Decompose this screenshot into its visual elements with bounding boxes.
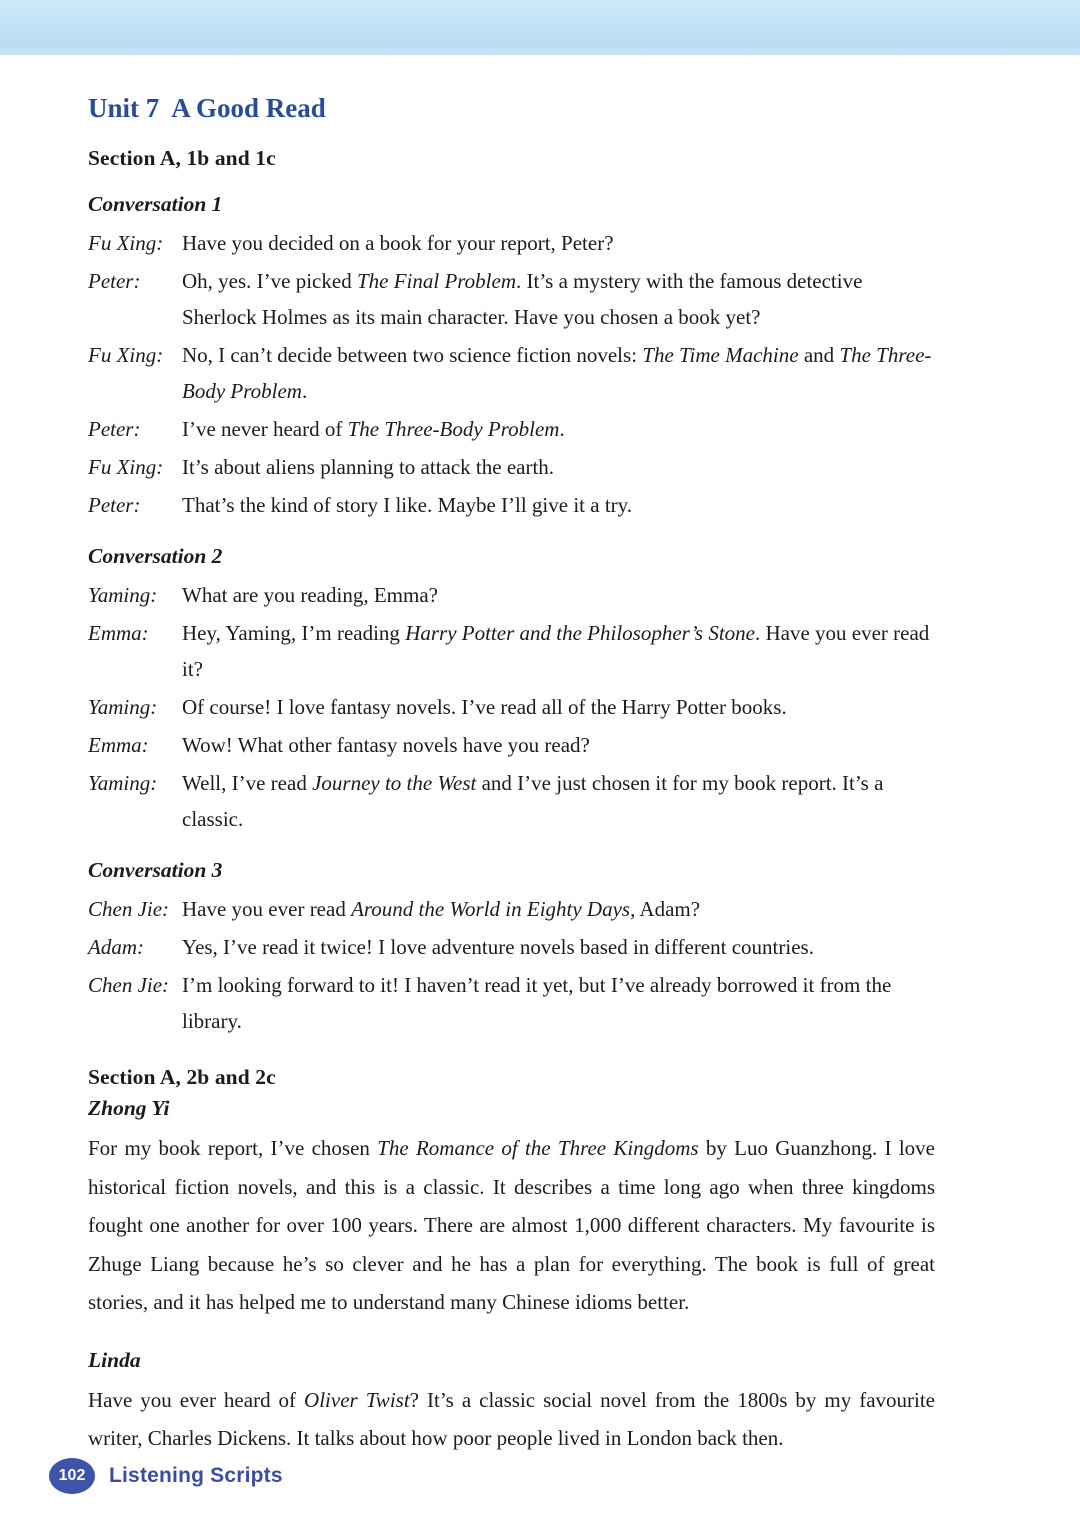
dialogue-text: Have you ever read Around the World in Eighty Days, Adam? <box>182 897 701 921</box>
dialogue-text: Hey, Yaming, I’m reading Harry Potter and the Philosopher’s Stone. Have you ever read it? <box>182 621 930 681</box>
dialogue-text: Well, I’ve read Journey to the West and I’ve just chosen it for my book report. It’s a classic. <box>182 771 884 831</box>
page-title: Unit 7 A Good Read <box>88 93 326 123</box>
page-number-badge: 102 <box>49 1458 95 1494</box>
dialogue-line <box>88 577 935 613</box>
monologue-linda <box>88 1348 935 1458</box>
speaker-label: Fu Xing: <box>88 343 164 367</box>
speaker-label: Emma: <box>88 621 149 645</box>
conversation-heading: Conversation 2 <box>88 544 223 568</box>
section-label-2: Section A, 2b and 2c <box>88 1065 276 1089</box>
header-strip <box>0 0 1080 55</box>
section-label-1: Section A, 1b and 1c <box>88 146 276 170</box>
speaker-label: Chen Jie: <box>88 897 170 921</box>
dialogue-text: Oh, yes. I’ve picked The Final Problem. It’s a mystery with the famous detective Sherlock Holmes as its main character. Have you chosen a book yet? <box>182 269 863 329</box>
speaker-label: Fu Xing: <box>88 231 164 255</box>
dialogue-text: No, I can’t decide between two science fiction novels: The Time Machine and The Three-Body Problem. <box>182 343 932 403</box>
dialogue-text: Wow! What other fantasy novels have you read? <box>182 733 590 757</box>
monologue-paragraph: For my book report, I’ve chosen The Romance of the Three Kingdoms by Luo Guanzhong. I love historical fiction novels, and this is a classic. It describes a time long ago when three kingdoms fought one another for over 100 years. There are almost 1,000 different characters. My favourite is Zhuge Liang because he’s so clever and he has a plan for everything. The book is full of great stories, and it has helped me to understand many Chinese idioms better. <box>88 1136 935 1314</box>
dialogue-text: I’ve never heard of The Three-Body Problem. <box>182 417 565 441</box>
dialogue-line <box>88 263 935 335</box>
speaker-label: Adam: <box>88 935 144 959</box>
speaker-label: Chen Jie: <box>88 973 170 997</box>
dialogue-text: What are you reading, Emma? <box>182 583 438 607</box>
dialogue-line <box>88 765 935 837</box>
speaker-label: Peter: <box>88 269 141 293</box>
dialogue-line <box>88 967 935 1039</box>
dialogue-line <box>88 337 935 409</box>
dialogue-line <box>88 225 935 261</box>
speaker-label: Yaming: <box>88 583 158 607</box>
dialogue-text: Of course! I love fantasy novels. I’ve read all of the Harry Potter books. <box>182 695 787 719</box>
dialogue-text: It’s about aliens planning to attack the earth. <box>182 455 555 479</box>
footer-section-label: Listening Scripts <box>109 1464 283 1487</box>
dialogue-line <box>88 487 935 523</box>
monologue-paragraph: Have you ever heard of Oliver Twist? It’s a classic social novel from the 1800s by my favourite writer, Charles Dickens. It talks about how poor people lived in London back then. <box>88 1387 935 1450</box>
page-footer <box>0 1452 1080 1500</box>
monologue-name: Zhong Yi <box>88 1096 170 1120</box>
speaker-label: Yaming: <box>88 695 158 719</box>
dialogue-line <box>88 689 935 725</box>
dialogue-line <box>88 891 935 927</box>
dialogue-text: That’s the kind of story I like. Maybe I’ll give it a try. <box>182 493 633 517</box>
speaker-label: Emma: <box>88 733 149 757</box>
conversation-heading: Conversation 1 <box>88 192 223 216</box>
conversation-2 <box>88 544 935 837</box>
speaker-label: Fu Xing: <box>88 455 164 479</box>
speaker-label: Peter: <box>88 417 141 441</box>
speaker-label: Yaming: <box>88 771 158 795</box>
speaker-label: Peter: <box>88 493 141 517</box>
dialogue-line <box>88 449 935 485</box>
dialogue-text: Yes, I’ve read it twice! I love adventure novels based in different countries. <box>182 935 814 959</box>
dialogue-line <box>88 727 935 763</box>
conversation-3 <box>88 858 935 1039</box>
dialogue-line <box>88 615 935 687</box>
monologue-name: Linda <box>88 1347 141 1372</box>
dialogue-line <box>88 411 935 447</box>
page-content <box>0 55 1080 1468</box>
dialogue-text: I’m looking forward to it! I haven’t read it yet, but I’ve already borrowed it from the library. <box>182 973 892 1033</box>
conversation-1 <box>88 192 935 523</box>
section-2 <box>88 1065 935 1322</box>
dialogue-line <box>88 929 935 965</box>
conversation-heading: Conversation 3 <box>88 858 223 882</box>
dialogue-text: Have you decided on a book for your report, Peter? <box>182 231 614 255</box>
